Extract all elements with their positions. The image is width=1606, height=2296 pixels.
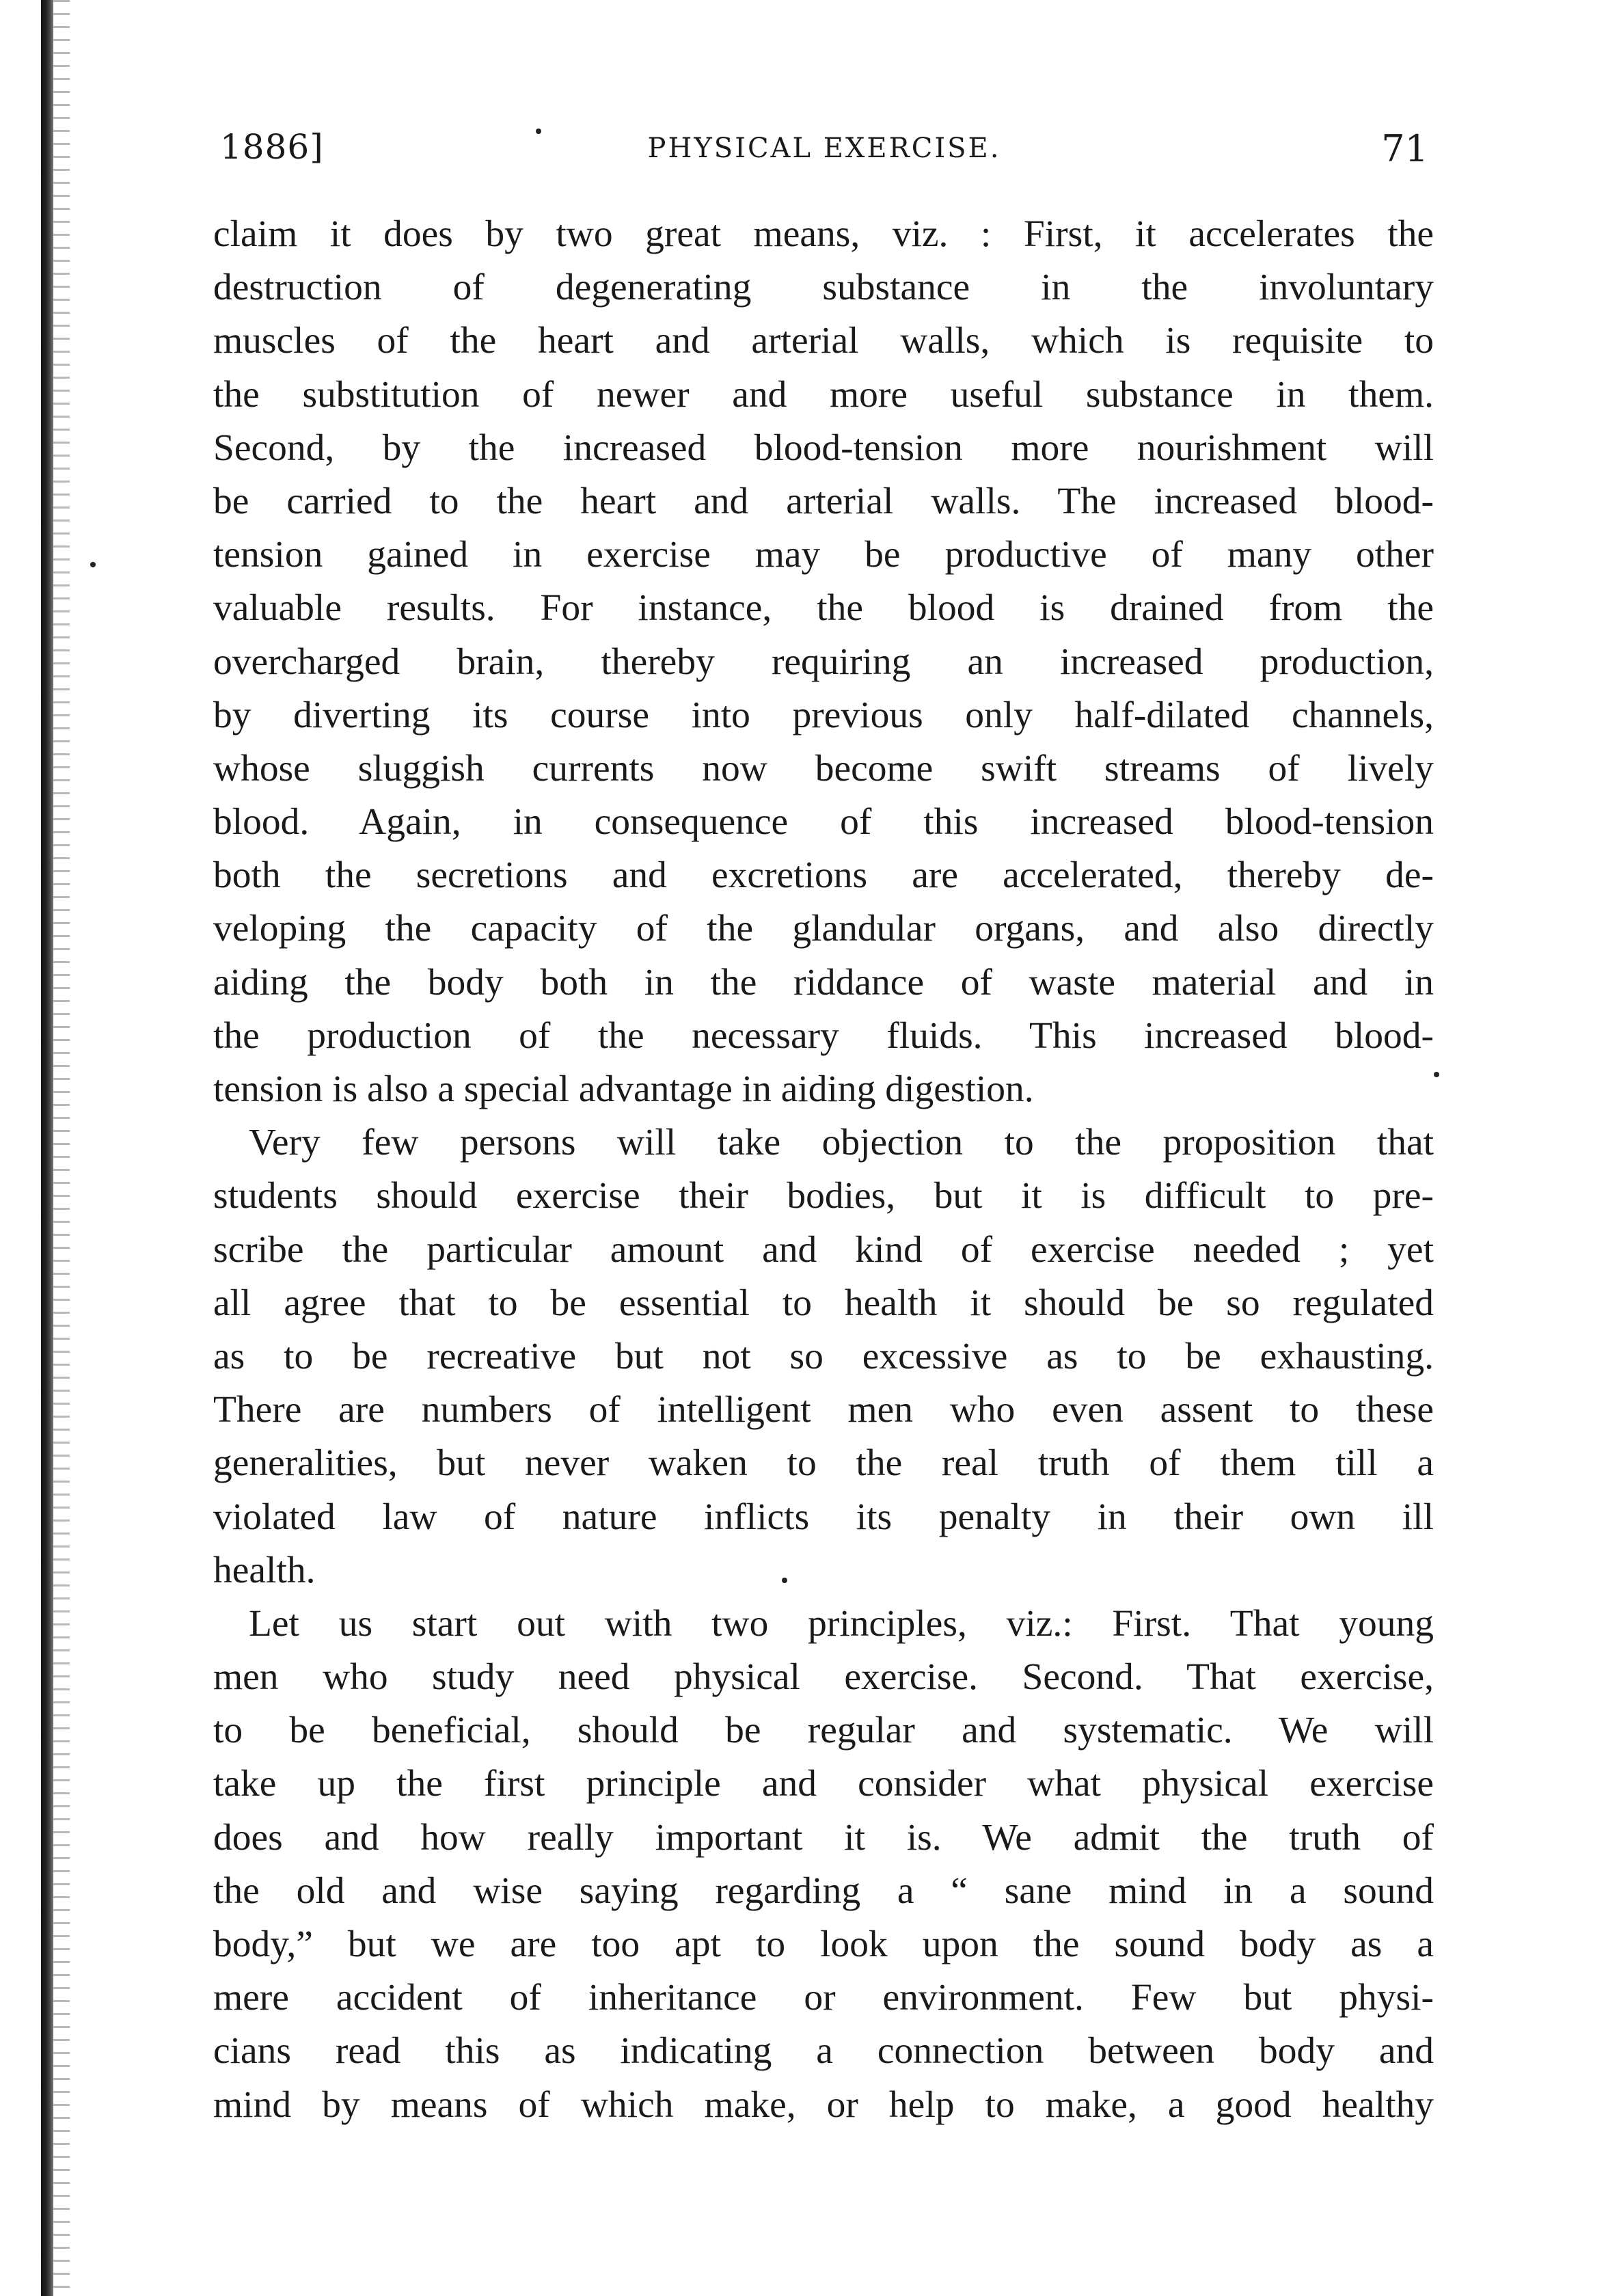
text-line: Let us start out with two principles, viz.: First. That young: [249, 1602, 1434, 1645]
body-text: [213, 208, 1434, 2132]
text-line: students should exercise their bodies, but it is difficult to pre-: [213, 1175, 1434, 1217]
text-line: health.: [213, 1549, 316, 1591]
stray-ink-dot: [782, 1578, 787, 1583]
text-line: cians read this as indicating a connection between body and: [213, 2030, 1434, 2072]
text-line: overcharged brain, thereby requiring an increased production,: [213, 640, 1434, 683]
text-line: aiding the body both in the riddance of waste material and in: [213, 961, 1434, 1003]
text-line: as to be recreative but not so excessive as to be exhausting.: [213, 1335, 1434, 1377]
stray-ink-dot: [90, 562, 96, 567]
text-line: claim it does by two great means, viz. : First, it accelerates the: [213, 213, 1434, 255]
header-title: PHYSICAL EXERCISE.: [647, 133, 1001, 164]
running-header: [220, 127, 1428, 189]
text-line: to be beneficial, should be regular and systematic. We will: [213, 1710, 1434, 1752]
text-line: take up the first principle and consider what physical exercise: [213, 1763, 1434, 1805]
page-number: 71: [1381, 127, 1428, 170]
text-line: all agree that to be essential to health it should be so regulated: [213, 1282, 1434, 1324]
text-line: valuable results. For instance, the blood is drained from the: [213, 587, 1434, 630]
stray-ink-dot: [536, 129, 541, 134]
text-line: Second, by the increased blood-tension more nourishment will: [213, 427, 1434, 469]
text-line: by diverting its course into previous only half-dilated channels,: [213, 694, 1434, 736]
text-line: does and how really important it is. We admit the truth of: [213, 1816, 1434, 1859]
text-line: generalities, but never waken to the real truth of them till a: [213, 1442, 1434, 1485]
text-line: men who study need physical exercise. Second. That exercise,: [213, 1656, 1434, 1699]
stray-ink-dot: [1434, 1072, 1439, 1077]
text-line: tension is also a special advantage in aiding digestion.: [213, 1068, 1034, 1110]
text-line: scribe the particular amount and kind of exercise needed ; yet: [213, 1228, 1434, 1271]
text-line: muscles of the heart and arterial walls, which is requisite to: [213, 320, 1434, 362]
text-line: mind by means of which make, or help to make, a good healthy: [213, 2083, 1434, 2126]
text-line: violated law of nature inflicts its penalty in their own ill: [213, 1496, 1434, 1538]
page-binding-specks: [53, 0, 70, 2296]
text-line: the substitution of newer and more useful substance in them.: [213, 373, 1434, 416]
text-line: There are numbers of intelligent men who even assent to these: [213, 1389, 1434, 1431]
text-line: tension gained in exercise may be productive of many other: [213, 534, 1434, 576]
text-line: be carried to the heart and arterial walls. The increased blood-: [213, 480, 1434, 522]
text-line: veloping the capacity of the glandular organs, and also directly: [213, 908, 1434, 950]
text-line: blood. Again, in consequence of this increased blood-tension: [213, 801, 1434, 843]
text-line: the production of the necessary fluids. This increased blood-: [213, 1014, 1434, 1057]
page-binding-edge: [41, 0, 53, 2296]
text-line: destruction of degenerating substance in the involuntary: [213, 267, 1434, 309]
text-line: the old and wise saying regarding a “ sane mind in a sound: [213, 1869, 1434, 1912]
text-line: both the secretions and excretions are accelerated, thereby de-: [213, 854, 1434, 897]
text-line: mere accident of inheritance or environment. Few but physi-: [213, 1977, 1434, 2019]
text-line: body,” but we are too apt to look upon the sound body as a: [213, 1923, 1434, 1965]
text-line: Very few persons will take objection to the proposition that: [249, 1122, 1434, 1164]
text-line: whose sluggish currents now become swift streams of lively: [213, 747, 1434, 789]
header-year: 1886]: [220, 127, 324, 167]
